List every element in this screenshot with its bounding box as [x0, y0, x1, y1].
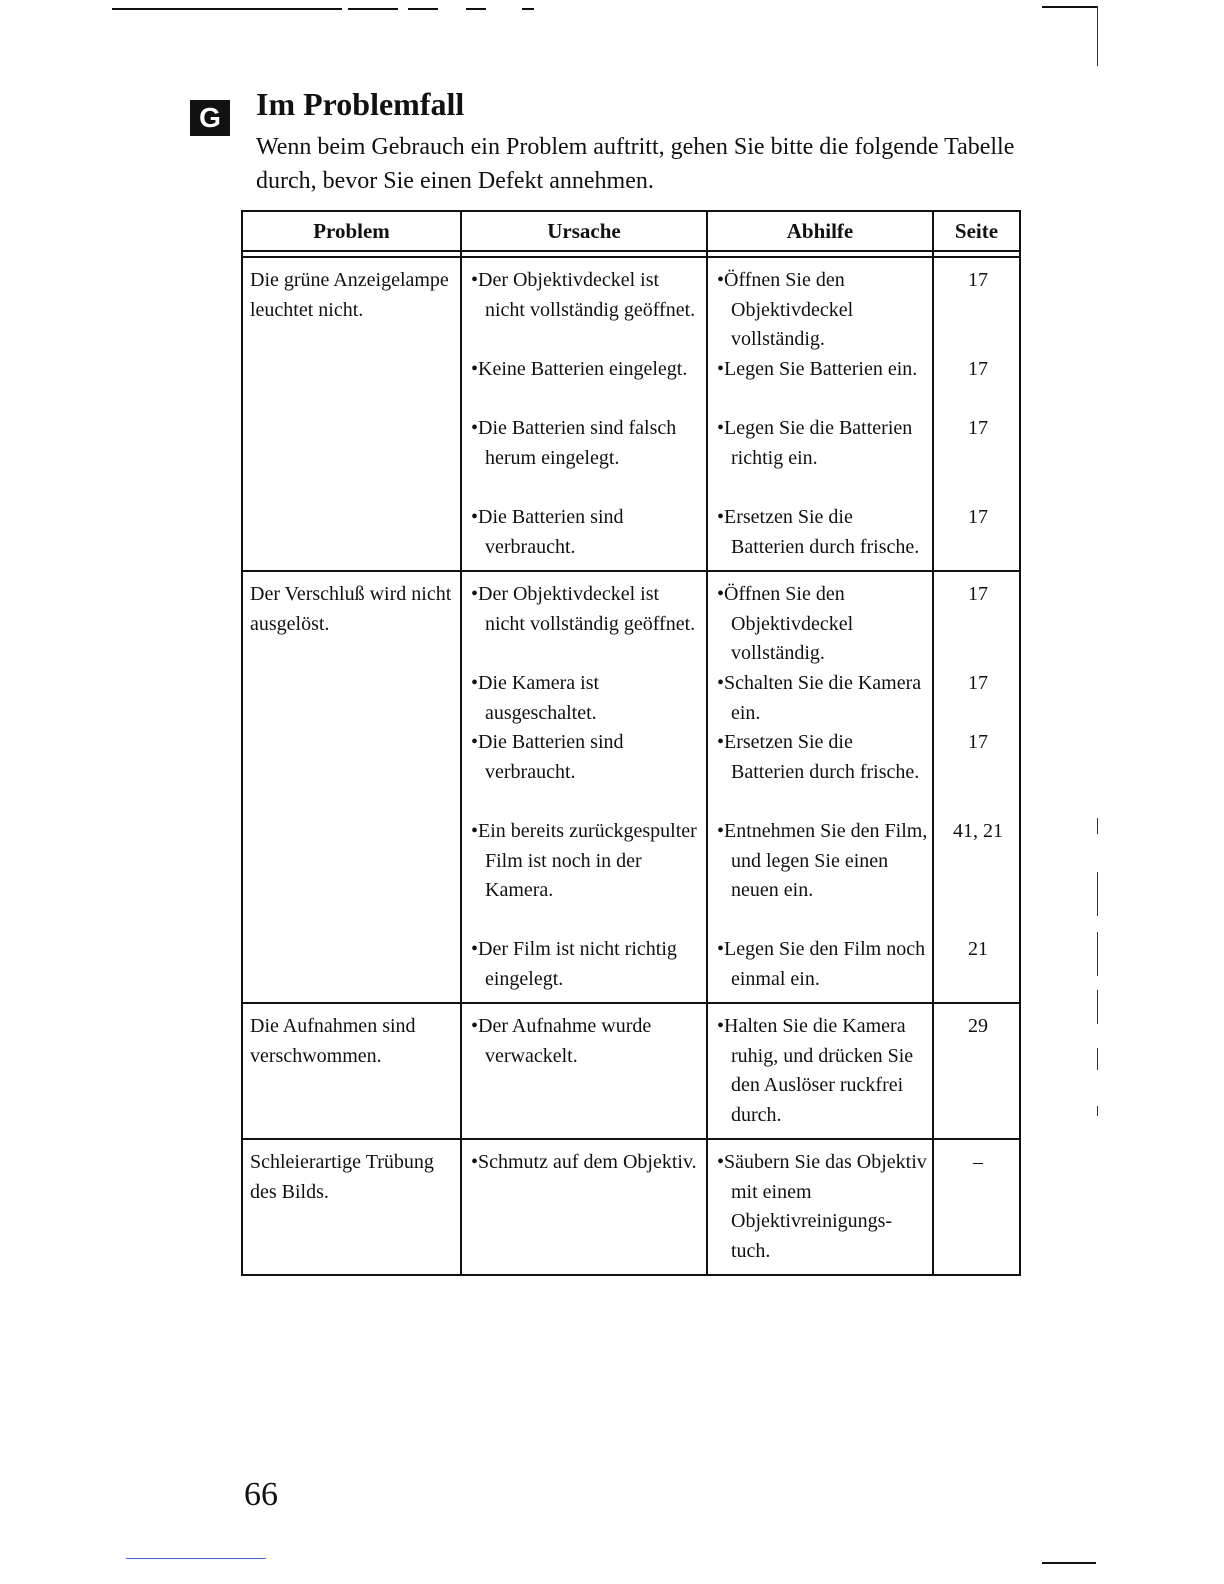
cause-cell: [461, 571, 707, 1003]
remedy-cell: [707, 571, 933, 1003]
margin-mark: [1097, 1106, 1098, 1116]
section-badge: G: [190, 100, 230, 136]
remedy-item: •Halten Sie die Kamera ruhig, und drücken Sie den Auslöser ruckfrei durch.: [717, 1015, 914, 1126]
table-row: [242, 257, 1020, 571]
remedy-item: •Öffnen Sie den Objektivdeckel vollständig.: [717, 269, 854, 350]
intro-text: Wenn beim Gebrauch ein Problem auftritt, gehen Sie bitte die folgende Tabelle durch, bevor Sie einen Defekt annehmen.: [256, 134, 1015, 194]
header-cause: Ursache: [461, 211, 707, 251]
table-row: [242, 571, 1020, 1003]
top-rule-dash: [348, 8, 398, 10]
page-ref: 17: [968, 358, 988, 380]
cause-cell: [461, 1003, 707, 1139]
page-ref: 21: [968, 938, 988, 960]
remedy-item: •Legen Sie die Batterien richtig ein.: [717, 417, 913, 469]
cause-item: •Schmutz auf dem Objektiv.: [471, 1151, 697, 1173]
remedy-cell: [707, 1003, 933, 1139]
problem-cell: Die grüne Anzeigelampe leuchtet nicht.: [242, 257, 461, 571]
header-problem: Problem: [242, 211, 461, 251]
page-ref: 17: [968, 731, 988, 753]
remedy-item: •Entnehmen Sie den Film, und legen Sie einen neuen ein.: [717, 820, 928, 901]
page-ref: –: [973, 1151, 983, 1173]
cause-item: •Ein bereits zurückgespulter Film ist noch in der Kamera.: [471, 820, 697, 901]
cause-cell: [461, 1139, 707, 1275]
page-cell: [933, 1139, 1020, 1275]
page-ref: 17: [968, 672, 988, 694]
cause-item: •Die Batterien sind verbraucht.: [471, 506, 624, 558]
remedy-item: •Legen Sie Batterien ein.: [717, 358, 918, 380]
page-number: 66: [244, 1476, 278, 1513]
page-title: Im Problemfall: [256, 86, 465, 122]
margin-mark: [1097, 818, 1098, 834]
cause-item: •Die Batterien sind verbraucht.: [471, 731, 624, 783]
page-ref: 41, 21: [953, 820, 1003, 842]
header-remedy: Abhilfe: [707, 211, 933, 251]
cause-item: •Der Objektivdeckel ist nicht vollständig geöffnet.: [471, 269, 696, 321]
remedy-item: •Legen Sie den Film noch einmal ein.: [717, 938, 926, 990]
table-row: [242, 1139, 1020, 1275]
page-ref: 17: [968, 506, 988, 528]
page-cell: [933, 1003, 1020, 1139]
corner-rule: [1042, 6, 1098, 8]
remedy-cell: [707, 1139, 933, 1275]
table-header-row: [242, 211, 1020, 251]
problem-cell: Der Verschluß wird nicht ausgelöst.: [242, 571, 461, 1003]
page-cell: [933, 257, 1020, 571]
remedy-cell: [707, 257, 933, 571]
remedy-item: •Ersetzen Sie die Batterien durch frische.: [717, 506, 920, 558]
page-ref: 29: [968, 1015, 988, 1037]
bottom-left-rule: [126, 1558, 266, 1559]
margin-mark: [1097, 932, 1098, 976]
cause-cell: [461, 257, 707, 571]
margin-mark: [1097, 990, 1098, 1024]
cause-item: •Der Objektivdeckel ist nicht vollständig geöffnet.: [471, 583, 696, 635]
page-cell: [933, 571, 1020, 1003]
remedy-item: •Öffnen Sie den Objektivdeckel vollständig.: [717, 583, 854, 664]
top-rule-dash: [522, 8, 534, 10]
troubleshooting-table: [241, 210, 1021, 1276]
top-rule-dash: [408, 8, 438, 10]
header-page: Seite: [933, 211, 1020, 251]
remedy-item: •Ersetzen Sie die Batterien durch frische.: [717, 731, 920, 783]
problem-cell: Schleierartige Trübung des Bilds.: [242, 1139, 461, 1275]
top-rule-dash: [466, 8, 486, 10]
margin-mark: [1097, 872, 1098, 916]
bottom-right-rule: [1042, 1562, 1096, 1564]
corner-rule-vertical: [1097, 6, 1098, 66]
remedy-item: •Schalten Sie die Kamera ein.: [717, 672, 922, 724]
cause-item: •Die Kamera ist ausgeschaltet.: [471, 672, 600, 724]
top-rule: [112, 8, 342, 10]
table-row: [242, 1003, 1020, 1139]
page-ref: 17: [968, 583, 988, 605]
remedy-item: •Säubern Sie das Objektiv mit einem Objektivreinigungs-tuch.: [717, 1151, 927, 1262]
cause-item: •Der Film ist nicht richtig eingelegt.: [471, 938, 677, 990]
margin-mark: [1097, 1048, 1098, 1070]
cause-item: •Keine Batterien eingelegt.: [471, 358, 688, 380]
page-ref: 17: [968, 269, 988, 291]
cause-item: •Die Batterien sind falsch herum eingelegt.: [471, 417, 677, 469]
cause-item: •Der Aufnahme wurde verwackelt.: [471, 1015, 652, 1067]
page-ref: 17: [968, 417, 988, 439]
problem-cell: Die Aufnahmen sind verschwommen.: [242, 1003, 461, 1139]
